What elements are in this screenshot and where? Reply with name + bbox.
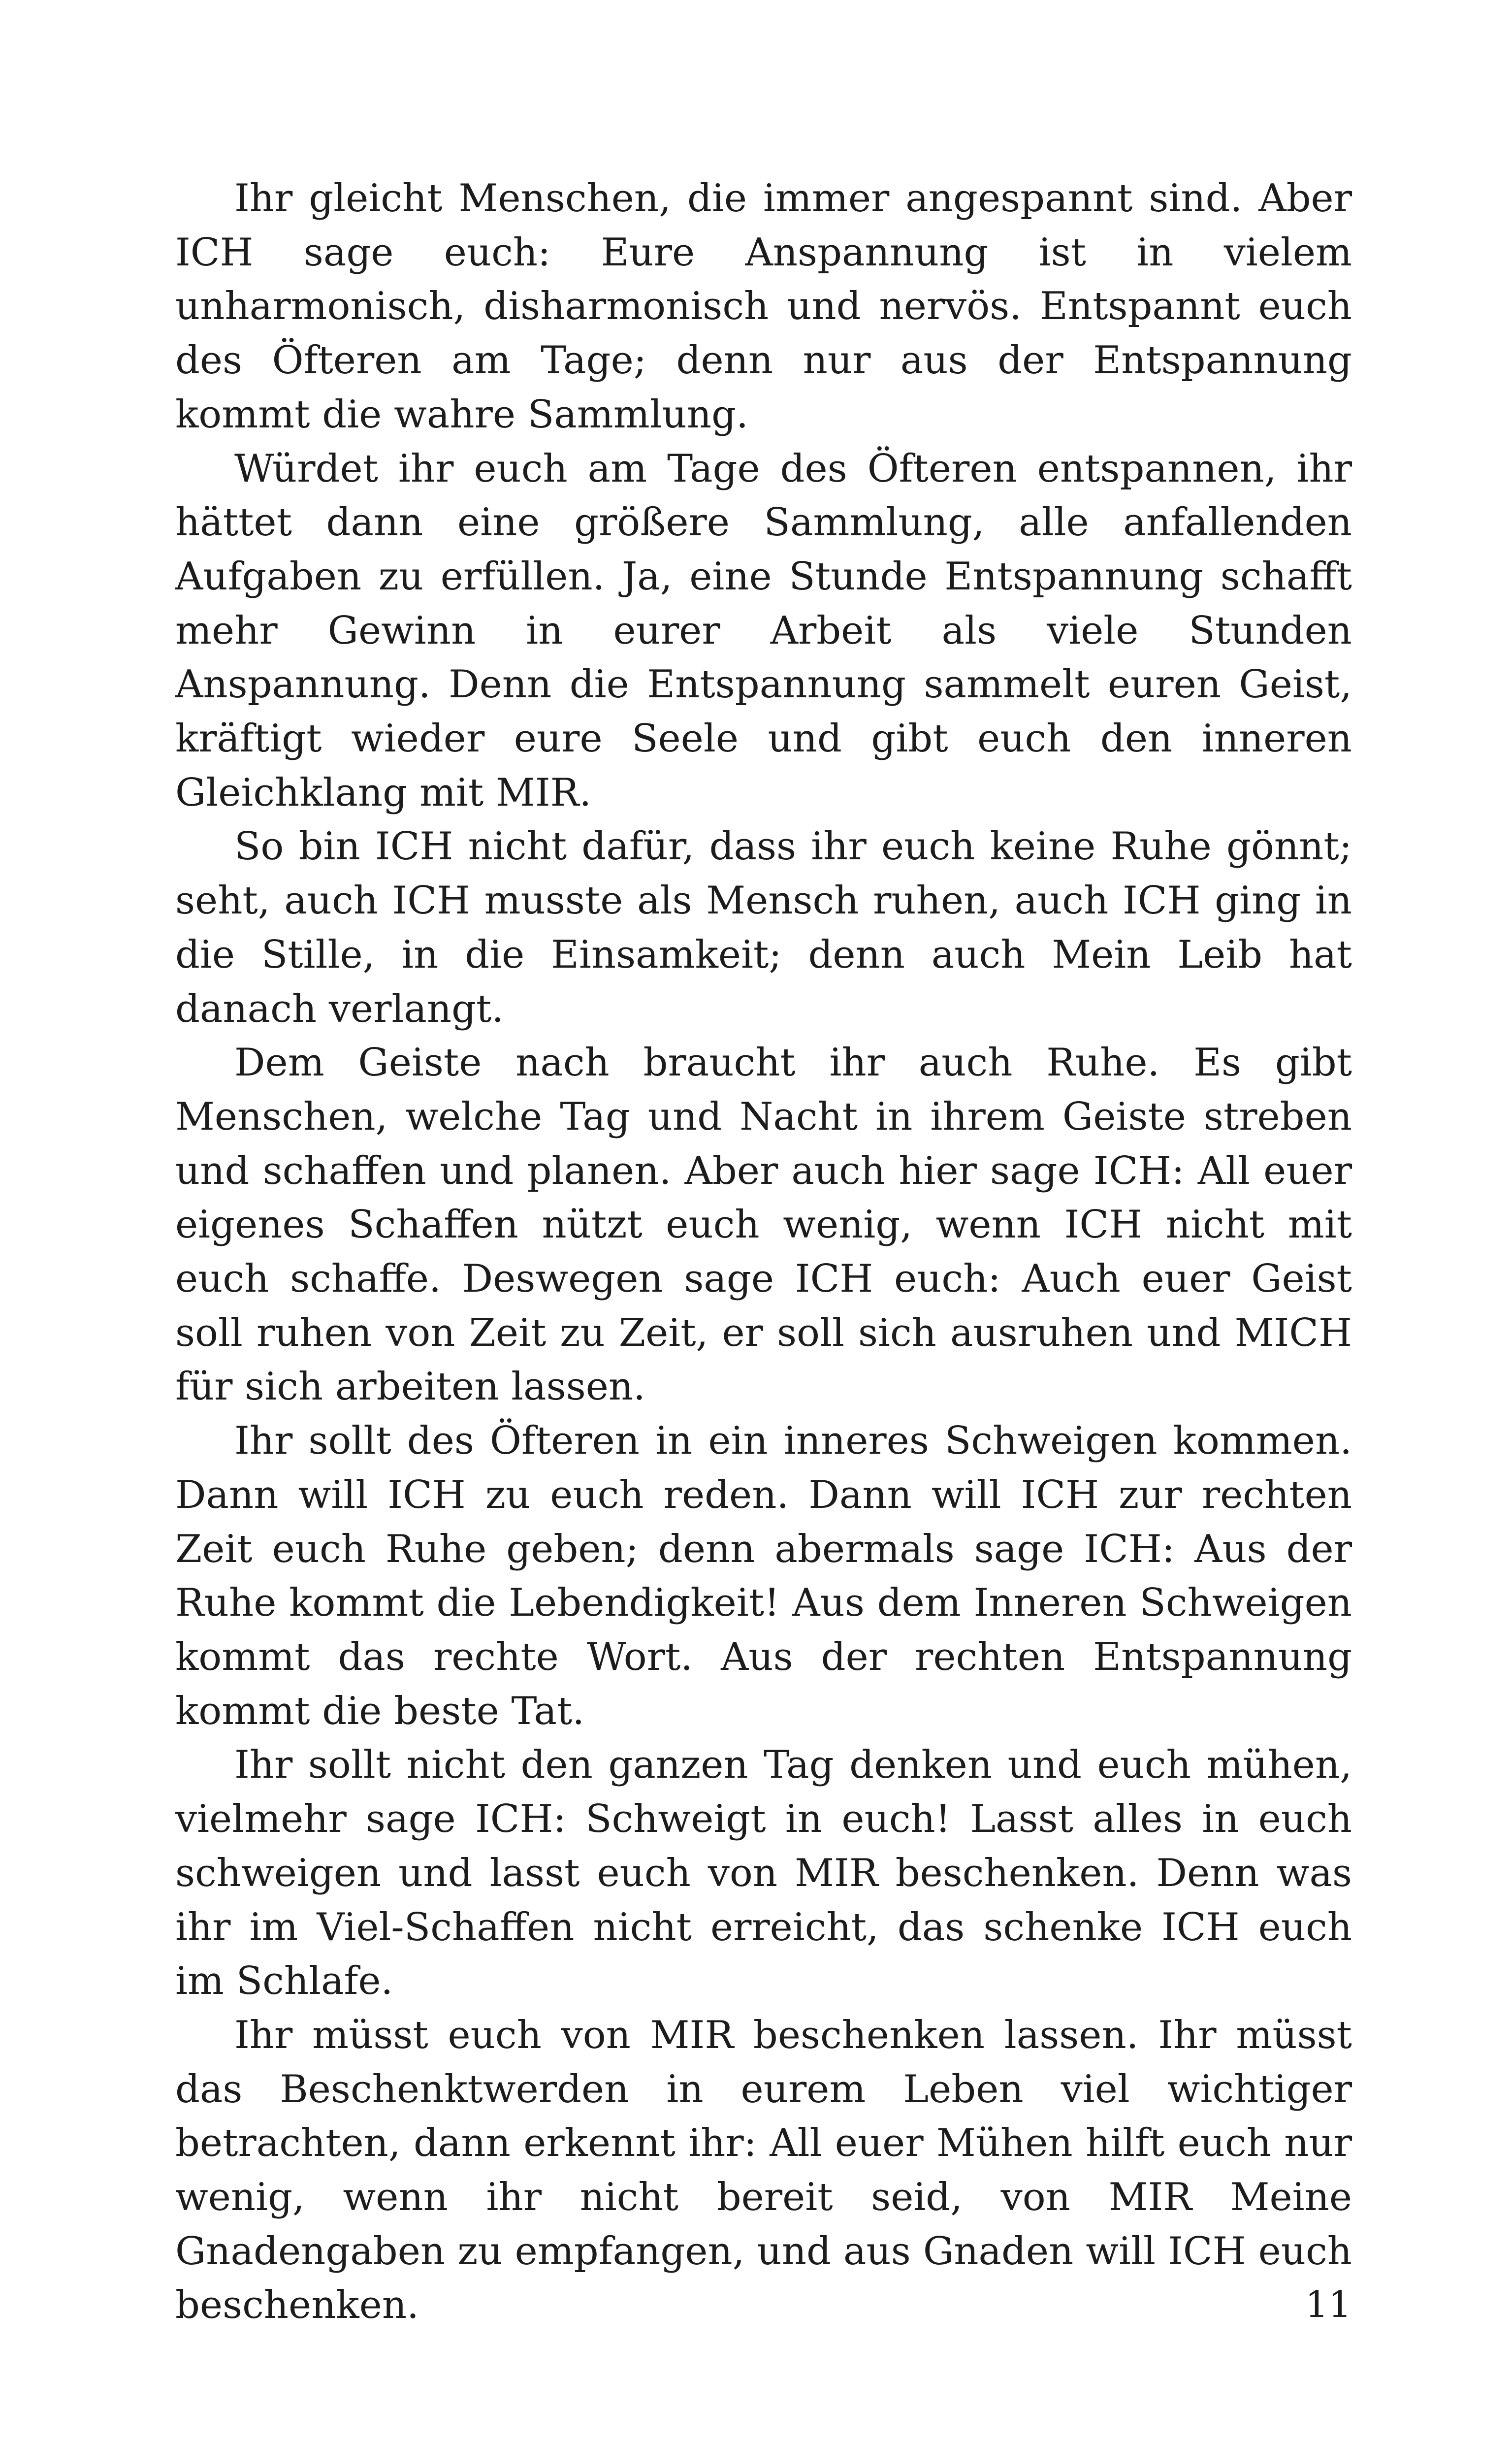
paragraph-2: Würdet ihr euch am Tage des Öfteren entspannen, ihr hättet dann eine größere Sammlung, alle anfallenden Aufgaben zu erfüllen. Ja, eine Stunde Entspannung schafft mehr Gewinn in eurer Arbeit als viele Stunden Anspannung. Denn die Entspannung sammelt euren Geist, kräftigt wieder eure Seele und gibt euch den inneren Gleichklang mit MIR. [175,446,1352,815]
paragraph-6: Ihr sollt nicht den ganzen Tag denken und euch mühen, vielmehr sage ICH: Schweigt in euch! Lasst alles in euch schweigen und lasst euch von MIR beschenken. Denn was ihr im Viel-Schaffen nicht erreicht, das schenke ICH euch im Schlafe. [175,1743,1352,2004]
body-text [175,172,1352,2333]
page-number: 11 [1305,2283,1351,2326]
paragraph-5: Ihr sollt des Öfteren in ein inneres Schweigen kommen. Dann will ICH zu euch reden. Dann will ICH zur rechten Zeit euch Ruhe geben; denn abermals sage ICH: Aus der Ruhe kommt die Lebendigkeit! Aus dem Inneren Schweigen kommt das rechte Wort. Aus der rechten Entspannung kommt die beste Tat. [175,1419,1352,1733]
paragraph-1: Ihr gleicht Menschen, die immer angespannt sind. Aber ICH sage euch: Eure Anspannung ist in vielem unharmonisch, disharmonisch und nervös. Entspannt euch des Öfteren am Tage; denn nur aus der Entspannung kommt die wahre Sammlung. [175,176,1352,437]
paragraph-4: Dem Geiste nach braucht ihr auch Ruhe. Es gibt Menschen, welche Tag und Nacht in ihrem Geiste streben und schaffen und planen. Aber auch hier sage ICH: All euer eigenes Schaffen nützt euch wenig, wenn ICH nicht mit euch schaffe. Deswegen sage ICH euch: Auch euer Geist soll ruhen von Zeit zu Zeit, er soll sich ausruhen und MICH für sich arbeiten lassen. [175,1041,1352,1409]
paragraph-3: So bin ICH nicht dafür, dass ihr euch keine Ruhe gönnt; seht, auch ICH musste als Mensch ruhen, auch ICH ging in die Stille, in die Einsamkeit; denn auch Mein Leib hat danach verlangt. [175,824,1352,1031]
paragraph-7: Ihr müsst euch von MIR beschenken lassen. Ihr müsst das Beschenktwerden in eurem Leben viel wichtiger betrachten, dann erkennt ihr: All euer Mühen hilft euch nur wenig, wenn ihr nicht bereit seid, von MIR Meine Gnadengaben zu empfangen, und aus Gnaden will ICH euch beschenken. [175,2013,1352,2328]
